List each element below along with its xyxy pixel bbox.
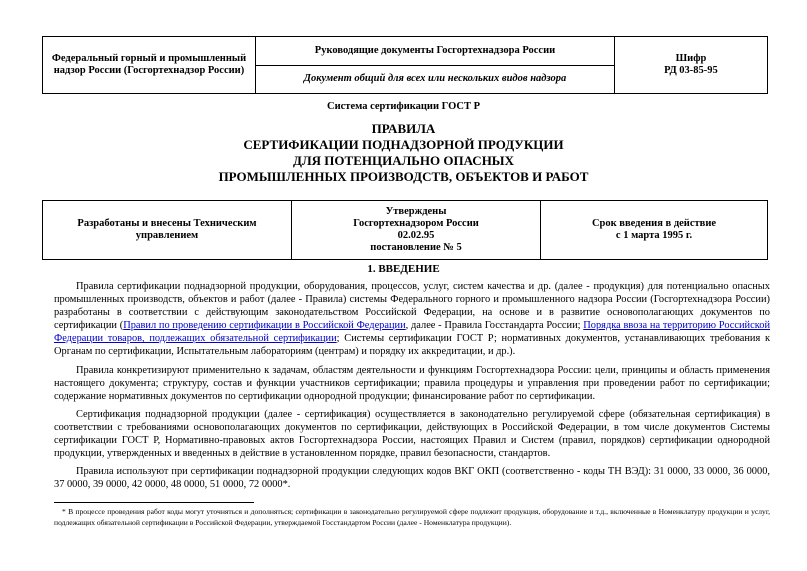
developed-cell: Разработаны и внесены Техническим управлением — [43, 201, 292, 260]
paragraph-text: ; Системы сертификации ГОСТ Р; нормативных документов, устанавливающих требования к Органам по сертификации, Испытательным лабораториям (центрам) и порядку их аккредитации, и др.). — [54, 333, 770, 358]
footnote — [54, 507, 770, 528]
paragraph: Сертификация поднадзорной продукции (далее - сертификация) осуществляется в законодательно регулируемой сфере (обязательная сертификация) в соответствии с требованиями основополагающих документов по сертификации, действующих в Российской Федерации, в том числе документов Системы сертификации ГОСТ Р, Нормативно-правовых актов Госгортехнадзора России, настоящих Правил и Систем (правил, порядков) сертификации однородной продукции, утвержденных и введенных в действие в установленном порядке, правил безопасности, стандартов. — [54, 408, 770, 460]
system-line: Система сертификации ГОСТ Р — [327, 101, 480, 112]
code-value: РД 03-85-95 — [664, 65, 718, 76]
title-line: ПРОМЫШЛЕННЫХ ПРОИЗВОДСТВ, ОБЪЕКТОВ И РАБОТ — [218, 169, 589, 184]
paragraph-text: , далее - Правила Госстандарта России; — [405, 320, 584, 332]
document-body — [54, 280, 770, 496]
effective-line: Срок введения в действие — [591, 218, 717, 229]
title-line: СЕРТИФИКАЦИИ ПОДНАДЗОРНОЙ ПРОДУКЦИИ — [243, 137, 564, 152]
docs-subtitle-cell: Документ общий для всех или нескольких видов надзора — [256, 65, 615, 94]
effective-cell — [541, 201, 768, 260]
approved-line: Утверждены — [385, 206, 447, 217]
approved-cell — [292, 201, 541, 260]
code-label: Шифр — [675, 53, 707, 64]
document-title — [0, 121, 807, 185]
footnote-divider — [54, 502, 254, 503]
title-line: ПРАВИЛА — [371, 121, 436, 136]
paragraph-text: Правила сертификации поднадзорной продукции, оборудования, процессов, услуг, систем качества и др. (далее - продукция) для потенциально опасных промышленных производств, объектов и работ (далее - Правила) системы Федерального горного и промышленного надзора России (Госгортехнадзора России) разработаны в соответствии с действующим законодательством Российской Федерации, на основе и в развитие основополагающих документов по сертификации ( — [54, 281, 770, 332]
link-import-procedure[interactable]: Порядка ввоза на территорию Российской Федерации товаров, подлежащих обязательной сертификации — [54, 320, 771, 345]
link-certification-rules[interactable]: Правил по проведению сертификации в Российской Федерации — [123, 320, 406, 332]
header-table — [42, 36, 768, 94]
approved-line: постановление № 5 — [370, 242, 462, 253]
code-cell — [615, 37, 768, 94]
paragraph: Правила используют при сертификации поднадзорной продукции следующих кодов ВКГ ОКП (соответственно - коды ТН ВЭД): 31 0000, 33 0000, 36 0000, 37 0000, 39 0000, 42 0000, 48 0000, 51 0000, 72 0000*. — [54, 466, 770, 491]
org-cell: Федеральный горный и промышленный надзор России (Госгортехнадзор России) — [43, 37, 256, 94]
paragraph: Правила конкретизируют применительно к задачам, областям деятельности и функциям Госгортехнадзора России: цели, принципы и область применения настоящего документа; структуру, состав и функции участников сертификации; правила процедуры и управления при проведении работ по сертификации; содержание нормативных документов по сертификации однородной продукции; финансирование работ по сертификации. — [54, 364, 770, 402]
title-line: ДЛЯ ПОТЕНЦИАЛЬНО ОПАСНЫХ — [293, 153, 514, 168]
paragraph — [54, 280, 770, 359]
footnote-text: * В процессе проведения работ коды могут уточняться и дополняться; сертификации в законодательно регулируемой сфере подлежит продукция, оборудование и т.д., включенные в Номенклатуру продукции и услуг, подлежащих обязательной сертификации в Российской Федерации, утверждаемой Госстандартом России (далее - Номенклатура продукции). — [54, 507, 770, 527]
docs-title-cell: Руководящие документы Госгортехнадзора России — [256, 37, 615, 66]
approved-line: Госгортехнадзором России — [353, 218, 479, 229]
effective-line: с 1 марта 1995 г. — [615, 230, 693, 241]
section-title: 1. ВВЕДЕНИЕ — [367, 263, 440, 275]
approved-line: 02.02.95 — [397, 230, 435, 241]
approval-table — [42, 200, 768, 260]
